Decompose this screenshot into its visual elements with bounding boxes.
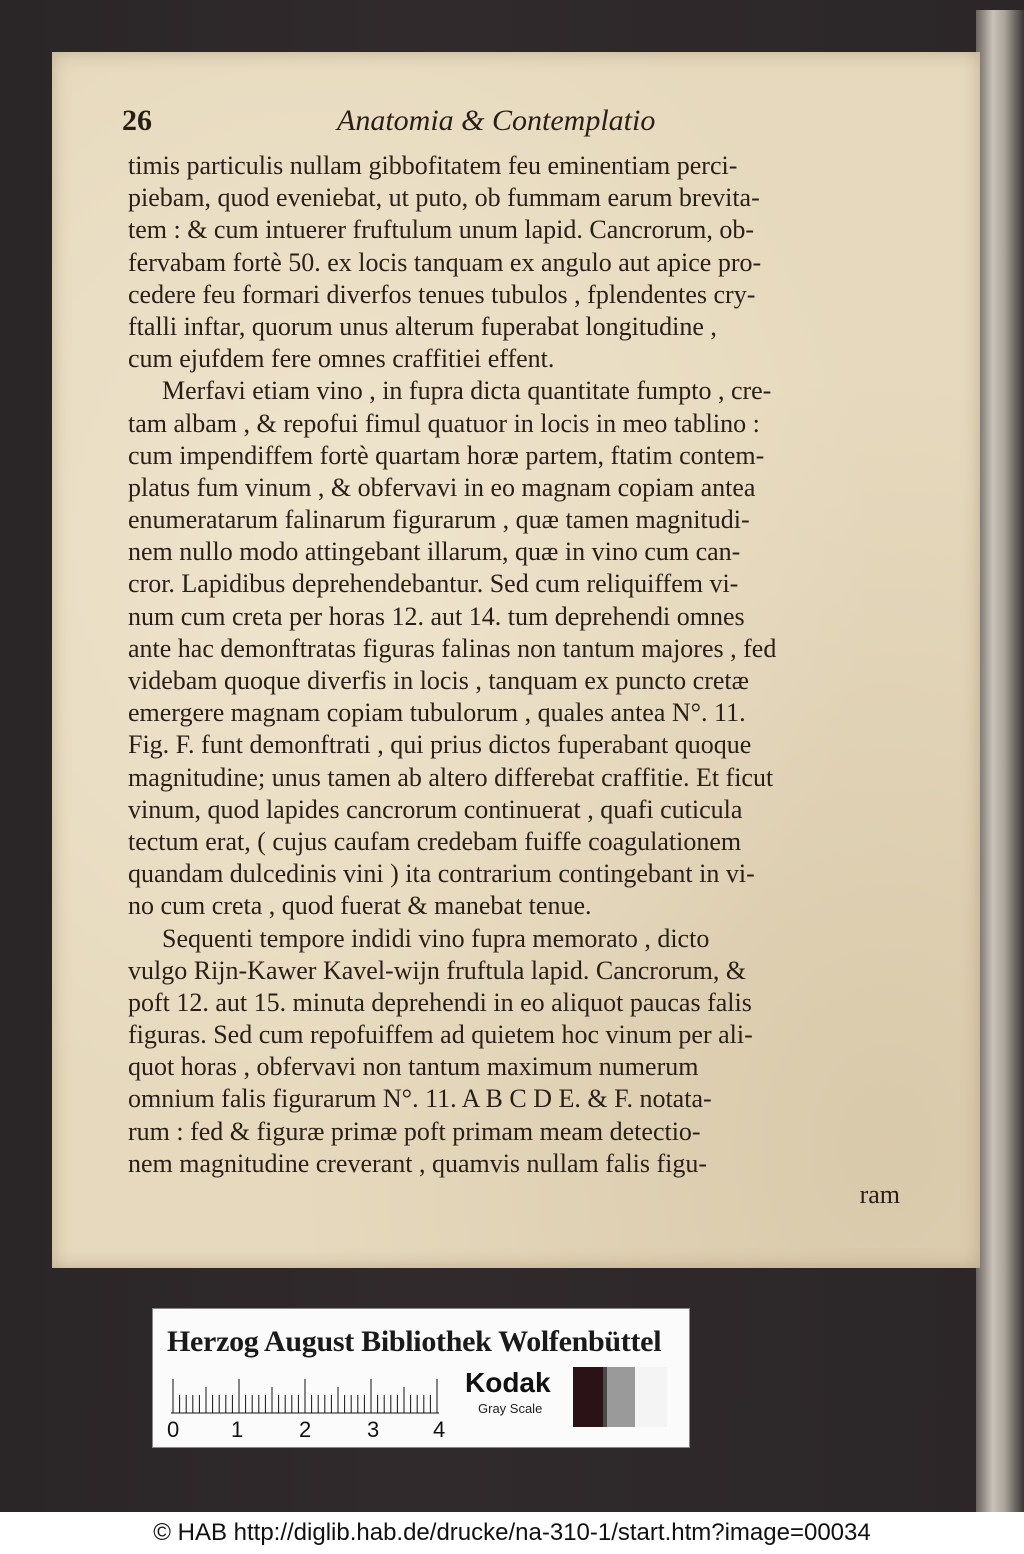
- text-line: fervabam fortè 50. ex locis tanquam ex angulo aut apice pro-: [128, 247, 762, 277]
- text-line: no cum creta , quod fuerat & manebat tenue.: [128, 891, 592, 921]
- body-text: [128, 150, 894, 1180]
- text-line: cedere feu formari diverfos tenues tubulos , fplendentes cry-: [128, 279, 756, 309]
- copyright-footer: © HAB http://diglib.hab.de/drucke/na-310-1/start.htm?image=00034: [0, 1512, 1024, 1554]
- text-line: Sequenti tempore indidi vino fupra memorato , dicto: [162, 923, 710, 953]
- text-line: tectum erat, ( cujus caufam credebam fuiffe coagulationem: [128, 826, 742, 856]
- text-line: poft 12. aut 15. minuta deprehendi in eo aliquot paucas falis: [128, 987, 752, 1017]
- ruler-label: 1: [231, 1417, 244, 1442]
- text-line: cum ejufdem fere omnes craffitiei effent.: [128, 344, 555, 374]
- text-line: magnitudine; unus tamen ab altero differebat craffitie. Et ficut: [128, 762, 774, 792]
- text-line: quot horas , obfervavi non tantum maximum numerum: [128, 1052, 699, 1082]
- text-line: rum : fed & figuræ primæ poft primam meam detectio-: [128, 1116, 701, 1146]
- text-line: quandam dulcedinis vini ) ita contrarium contingebant in vi-: [128, 859, 755, 889]
- gray-scale-label: Gray Scale: [478, 1401, 543, 1416]
- text-line: vulgo Rijn-Kawer Kavel-wijn fruftula lapid. Cancrorum, &: [128, 955, 747, 985]
- color-calibration-card: [152, 1308, 690, 1448]
- book-edge: [976, 10, 1024, 1515]
- text-line: num cum creta per horas 12. aut 14. tum deprehendi omnes: [128, 601, 745, 631]
- text-line: enumeratarum falinarum figurarum , quæ tamen magnitudi-: [128, 505, 750, 535]
- text-line: cror. Lapidibus deprehendebantur. Sed cum reliquiffem vi-: [128, 569, 739, 599]
- running-title: Anatomia & Contemplatio: [337, 104, 656, 137]
- ruler-label: 2: [299, 1417, 312, 1442]
- swatch-dark: [573, 1367, 603, 1427]
- text-line: tam albam , & repofui fimul quatuor in locis in meo tablino :: [128, 408, 760, 438]
- swatch-white: [635, 1367, 667, 1427]
- text-line: figuras. Sed cum repofuiffem ad quietem hoc vinum per ali-: [128, 1020, 753, 1050]
- page-header: [122, 104, 902, 144]
- text-line: emergere magnam copiam tubulorum , quales antea N°. 11.: [128, 698, 746, 728]
- kodak-logo: Kodak: [465, 1367, 551, 1398]
- text-line: platus fum vinum , & obfervavi in eo magnam copiam antea: [128, 472, 756, 502]
- swatch-light: [607, 1367, 635, 1427]
- text-line: Merfavi etiam vino , in fupra dicta quantitate fumpto , cre-: [162, 376, 772, 406]
- text-line: cum impendiffem fortè quartam horæ partem, ftatim contem-: [128, 440, 765, 470]
- text-line: omnium falis figurarum N°. 11. A B C D E. & F. notata-: [128, 1084, 712, 1114]
- page-number: 26: [122, 104, 152, 137]
- text-line: timis particulis nullam gibbofitatem feu eminentiam perci-: [128, 151, 738, 180]
- text-line: ftalli inftar, quorum unus alterum fuperabat longitudine ,: [128, 311, 717, 341]
- ruler-label: 3: [367, 1417, 380, 1442]
- gray-scale-swatches: [573, 1367, 667, 1427]
- ruler-label: 0: [167, 1417, 180, 1442]
- text-line: videbam quoque diverfis in locis , tanquam ex puncto cretæ: [128, 666, 749, 695]
- ruler-label: 4: [433, 1417, 446, 1442]
- library-name: Herzog August Bibliothek Wolfenbüttel: [167, 1325, 662, 1358]
- text-line: tem : & cum intuerer fruftulum unum lapid. Cancrorum, ob-: [128, 215, 755, 245]
- catchword: ram: [859, 1180, 900, 1209]
- text-line: nem nullo modo attingebant illarum, quæ in vino cum can-: [128, 537, 741, 567]
- text-line: nem magnitudine creverant , quamvis nullam falis figu-: [128, 1148, 708, 1178]
- text-line: Fig. F. funt demonftrati , qui prius dictos fuperabant quoque: [128, 730, 752, 760]
- text-line: ante hac demonftratas figuras falinas non tantum majores , fed: [128, 633, 777, 663]
- ruler-labels: [167, 1417, 457, 1443]
- text-line: vinum, quod lapides cancrorum continuerat , quafi cuticula: [128, 794, 743, 824]
- ruler-scale: [171, 1375, 441, 1415]
- text-line: piebam, quod eveniebat, ut puto, ob fummam earum brevita-: [128, 183, 760, 213]
